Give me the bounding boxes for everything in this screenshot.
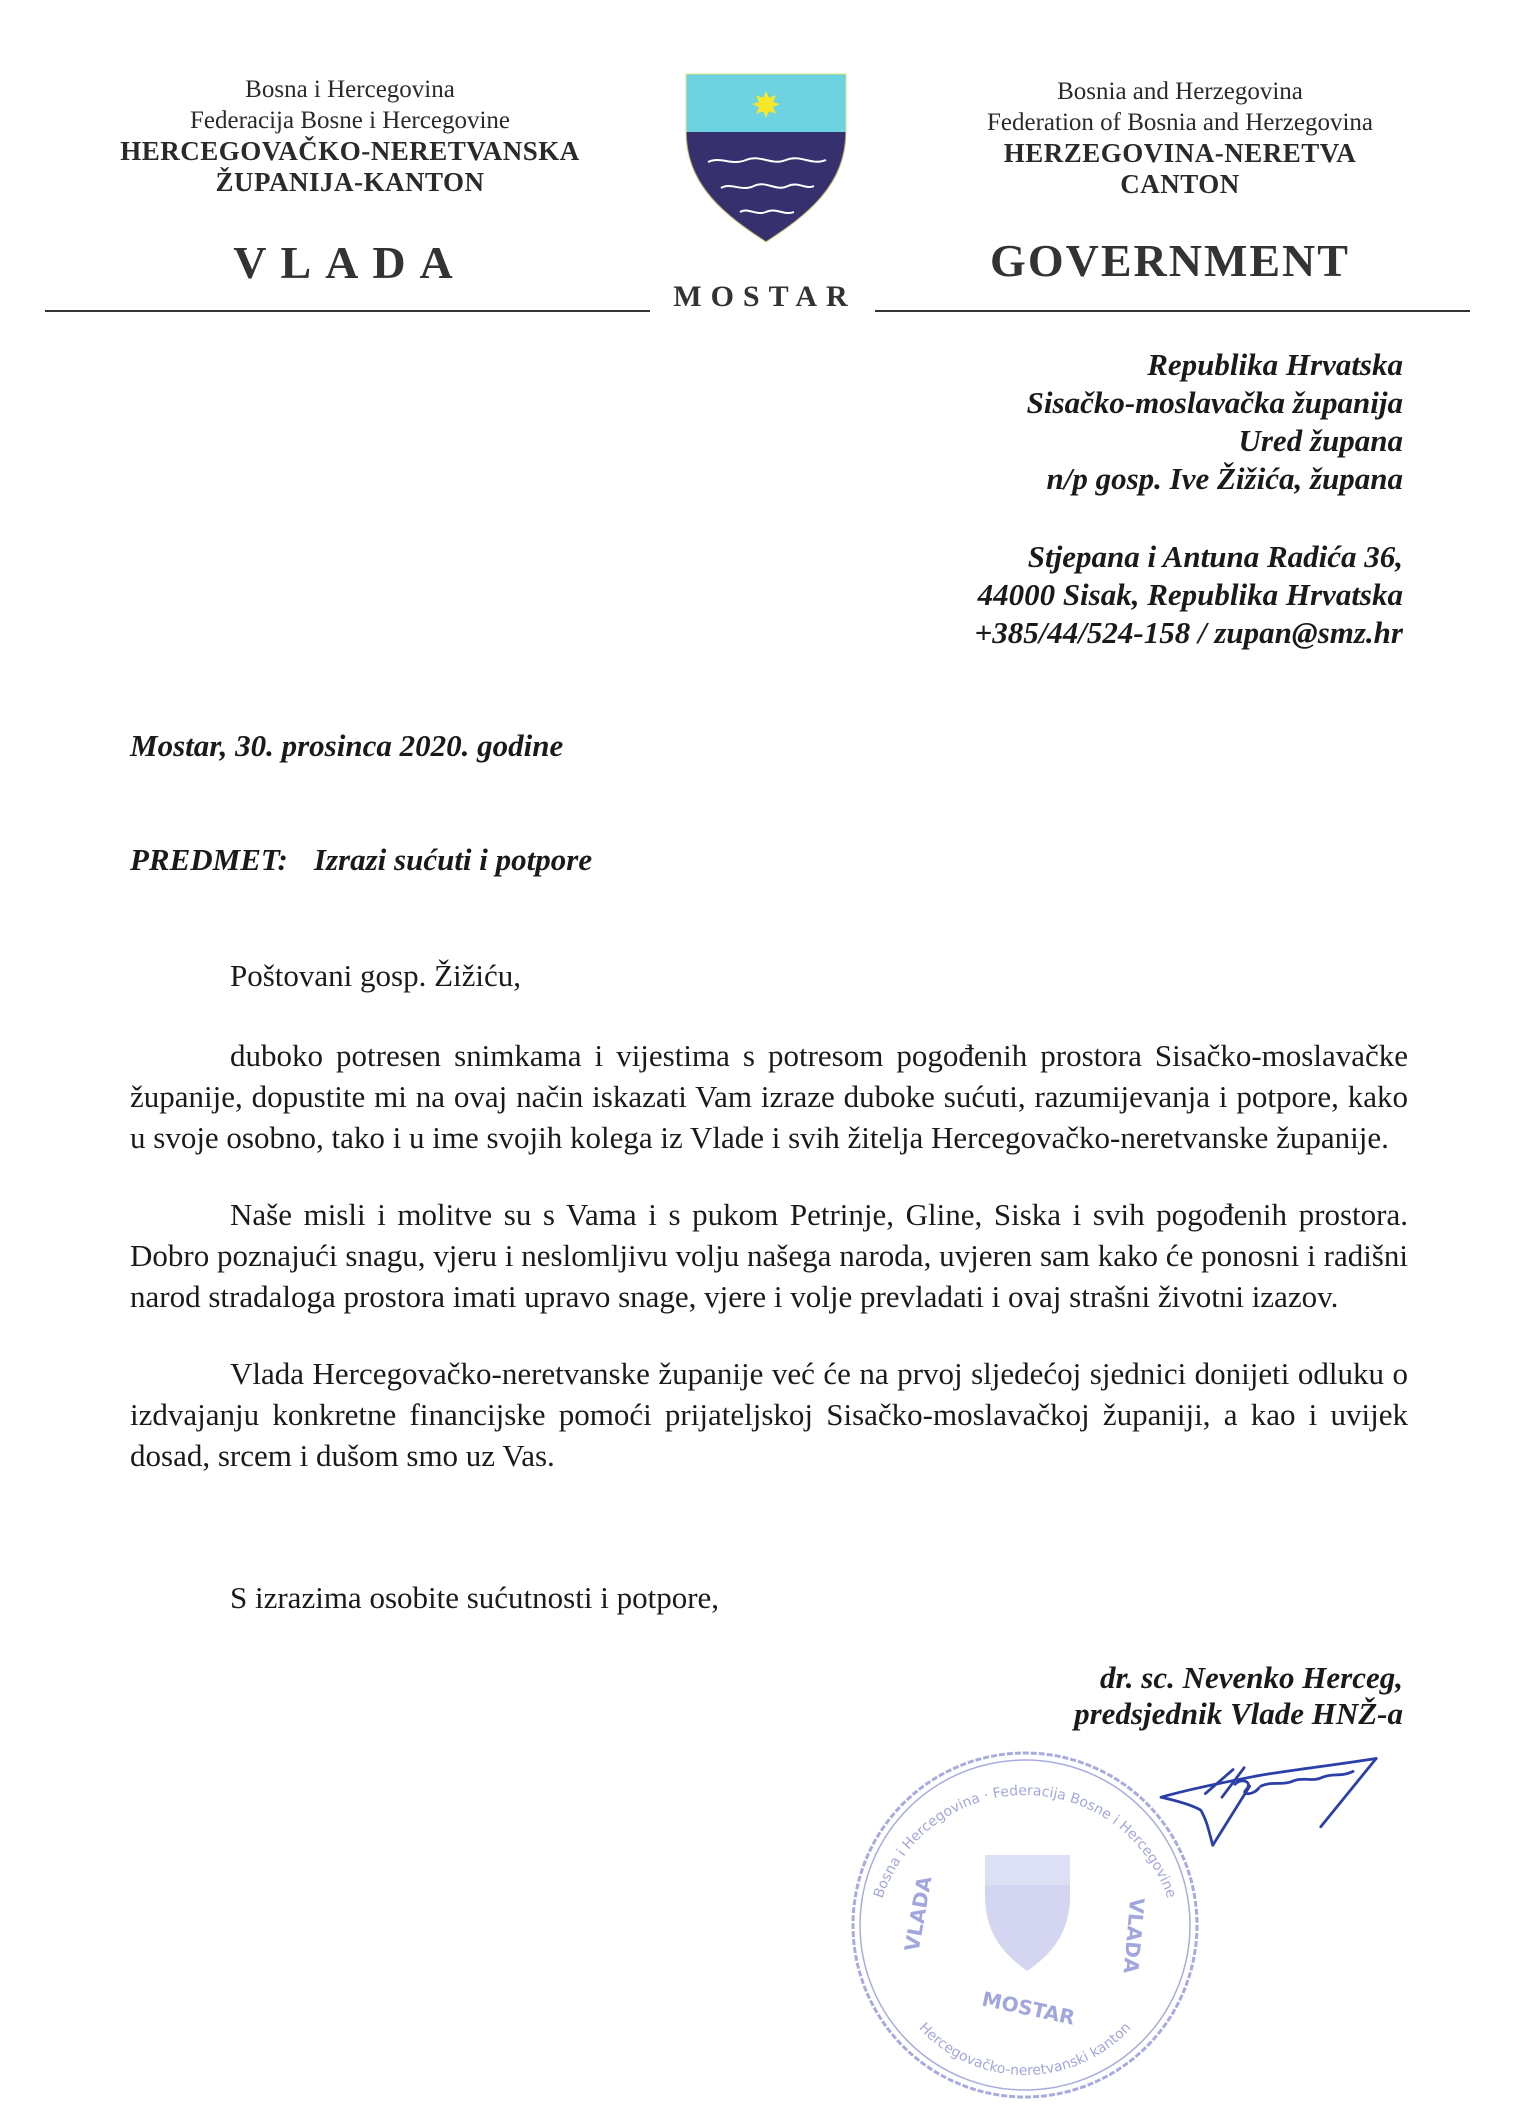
- recipient-address: [975, 346, 1403, 652]
- stamp-crest-icon: [975, 1845, 1085, 1985]
- body-paragraph: Naše misli i molitve su s Vama i s pukom Petrinje, Gline, Siska i svih pogođenih prostora. Dobro poznajući snagu, vjeru i neslomljivu volju našega naroda, uvjeren sam kako će ponosni i radišni narod stradaloga prostora imati upravo snage, vjere i volje prevladati i ovaj strašni životni izazov.: [130, 1197, 1408, 1314]
- letter-body: [130, 1035, 1408, 1512]
- recipient-county: Sisačko-moslavačka županija: [1026, 385, 1403, 420]
- letterhead-title-en: GOVERNMENT: [990, 235, 1350, 286]
- recipient-contact: +385/44/524-158 / zupan@smz.hr: [974, 615, 1403, 650]
- header-divider-right: [875, 310, 1470, 312]
- letter-subject: [130, 842, 592, 878]
- recipient-attention: n/p gosp. Ive Žižića, župana: [1046, 461, 1403, 496]
- stamp-ring-top: Bosna i Hercegovina · Federacija Bosne i Hercegovine: [870, 1782, 1180, 1901]
- body-paragraph: duboko potresen snimkama i vijestima s potresom pogođenih prostora Sisačko-moslavačke županije, dopustite mi na ovaj način iskazati Vam izraze duboke sućuti, razumijevanja i potpore, kako u svoje osobno, tako i u ime svojih kolega iz Vlade i svih žitelja Hercegovačko-neretvanske županije.: [130, 1038, 1408, 1155]
- letterhead-right: [900, 76, 1460, 200]
- header-divider-left: [45, 310, 650, 312]
- recipient-city: 44000 Sisak, Republika Hrvatska: [977, 577, 1403, 612]
- letterhead-city: MOSTAR: [673, 280, 857, 313]
- crest-field: [676, 132, 856, 246]
- recipient-country: Republika Hrvatska: [1147, 347, 1403, 382]
- signature-block: [1074, 1660, 1403, 1732]
- letterhead-title-local: VLADA: [233, 237, 467, 288]
- letterhead-federation: Federacija Bosne i Hercegovine: [189, 107, 510, 134]
- coat-of-arms-icon: [676, 66, 856, 246]
- subject-value: Izrazi sućuti i potpore: [313, 842, 593, 877]
- recipient-office: Ured župana: [1238, 423, 1403, 458]
- closing-line: S izrazima osobite sućutnosti i potpore,: [230, 1580, 720, 1615]
- handwritten-signature: [1150, 1745, 1390, 1855]
- recipient-street: Stjepana i Antuna Radića 36,: [1027, 539, 1403, 574]
- letter-date: Mostar, 30. prosinca 2020. godine: [130, 728, 564, 763]
- letterhead-federation-en: Federation of Bosnia and Herzegovina: [987, 109, 1373, 136]
- signatory-name: dr. sc. Nevenko Herceg,: [1099, 1660, 1403, 1695]
- letterhead-canton: HERCEGOVAČKO-NERETVANSKA: [120, 136, 580, 166]
- subject-label: PREDMET:: [130, 842, 288, 877]
- stamp-inner-bottom: MOSTAR: [979, 1986, 1078, 2030]
- stamp-inner-left: VLADA: [899, 1874, 937, 1954]
- stamp-ring-bottom: Hercegovačko-neretvanski kanton: [915, 2019, 1135, 2080]
- letterhead-canton-type: ŽUPANIJA-KANTON: [215, 167, 485, 197]
- letterhead-canton-type-en: CANTON: [1120, 169, 1240, 199]
- letterhead-canton-en: HERZEGOVINA-NERETVA: [1003, 138, 1357, 168]
- letterhead-country: Bosna i Hercegovina: [245, 76, 455, 103]
- signatory-title: predsjednik Vlade HNŽ-a: [1074, 1696, 1403, 1731]
- letterhead-left: [90, 74, 610, 198]
- body-paragraph: Vlada Hercegovačko-neretvanske županije već će na prvoj sljedećoj sjednici donijeti odluku o izdvajanju konkretne financijske pomoći prijateljskoj Sisačko-moslavačkoj županiji, a kao i uvijek dosad, srcem i dušom smo uz Vas.: [130, 1356, 1408, 1473]
- stamp-inner-right: VLADA: [1118, 1896, 1150, 1975]
- letterhead-country-en: Bosnia and Herzegovina: [1057, 78, 1303, 105]
- salutation: Poštovani gosp. Žižiću,: [230, 958, 522, 993]
